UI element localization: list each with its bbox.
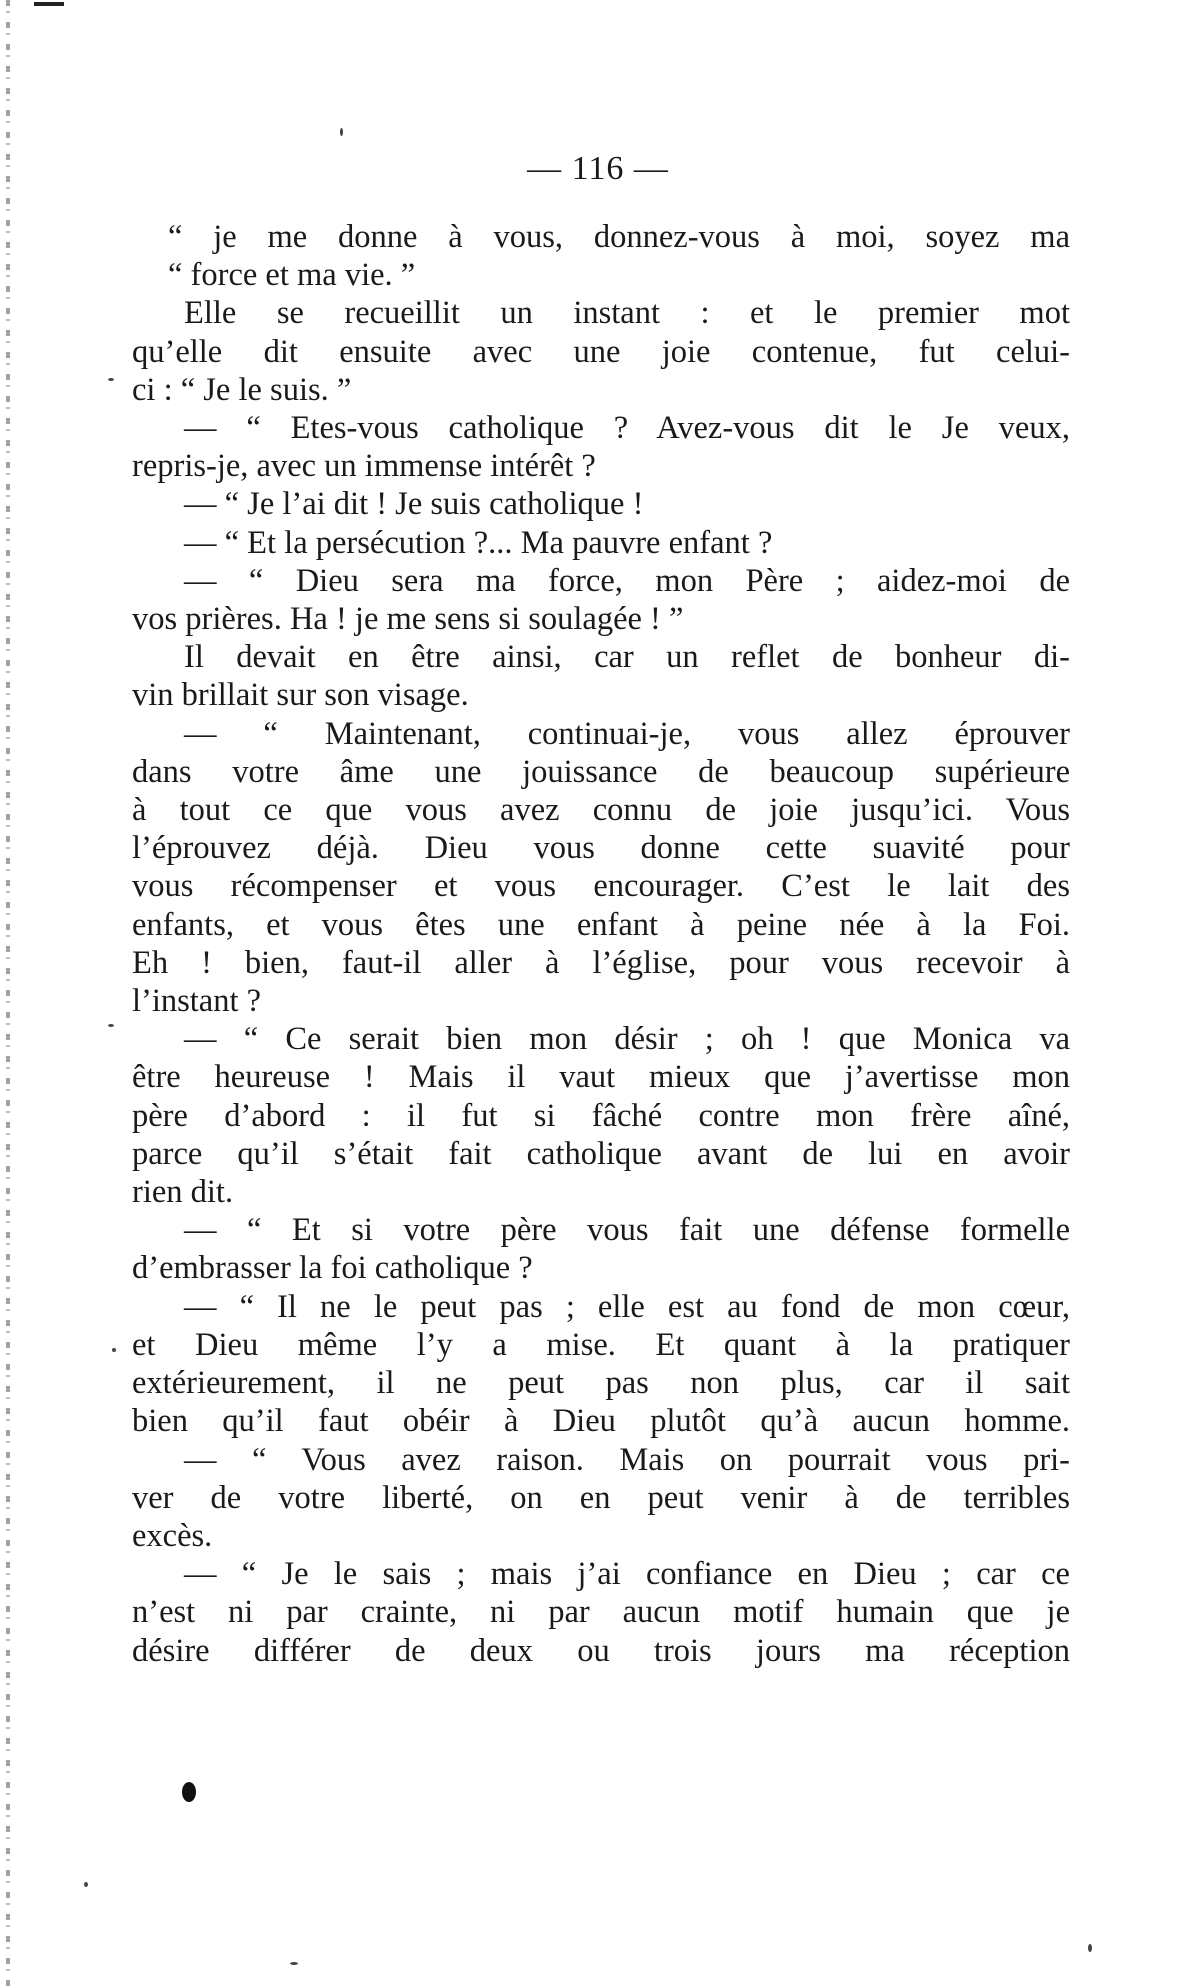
ink-speck xyxy=(84,1882,88,1887)
text-line: extérieurement, il ne peut pas non plus, car il sait xyxy=(132,1365,1070,1402)
ink-speck xyxy=(108,378,114,381)
text-line: excès. xyxy=(132,1517,213,1554)
top-edge-mark xyxy=(34,2,64,6)
text-line: ver de votre liberté, on en peut venir à de terribles xyxy=(132,1479,1070,1516)
ink-speck xyxy=(290,1962,298,1965)
text-line: — “ Maintenant, continuai-je, vous allez éprouver xyxy=(184,715,1070,752)
text-line: désire différer de deux ou trois jours ma réception xyxy=(132,1632,1070,1669)
text-line: à tout ce que vous avez connu de joie jusqu’ici. Vous xyxy=(132,792,1070,829)
ink-speck xyxy=(1088,1944,1092,1952)
text-line: d’embrasser la foi catholique ? xyxy=(132,1250,533,1287)
text-line: l’éprouvez déjà. Dieu vous donne cette suavité pour xyxy=(132,830,1070,867)
text-line: — “ Je l’ai dit ! Je suis catholique ! xyxy=(184,486,644,523)
page-gutter-edge xyxy=(6,0,10,1986)
text-line: l’instant ? xyxy=(132,983,262,1020)
text-line: Eh ! bien, faut-il aller à l’église, pour vous recevoir à xyxy=(132,944,1070,981)
text-line: “ force et ma vie. ” xyxy=(168,257,416,294)
text-line: et Dieu même l’y a mise. Et quant à la pratiquer xyxy=(132,1326,1070,1363)
body-text xyxy=(132,218,1070,1670)
text-line: — “ Vous avez raison. Mais on pourrait vous pri- xyxy=(184,1441,1070,1478)
text-line: Il devait en être ainsi, car un reflet de bonheur di- xyxy=(184,639,1070,676)
ink-blot-mark xyxy=(182,1782,196,1802)
text-line: père d’abord : il fut si fâché contre mon frère aîné, xyxy=(132,1097,1070,1134)
text-line: — “ Je le sais ; mais j’ai confiance en Dieu ; car ce xyxy=(184,1556,1070,1593)
text-line: — “ Ce serait bien mon désir ; oh ! que Monica va xyxy=(184,1021,1070,1058)
ink-speck xyxy=(112,1348,116,1352)
text-line: bien qu’il faut obéir à Dieu plutôt qu’à aucun homme. xyxy=(132,1403,1070,1440)
text-line: rien dit. xyxy=(132,1174,234,1211)
text-line: — “ Et si votre père vous fait une défense formelle xyxy=(184,1212,1070,1249)
text-line: — “ Il ne le peut pas ; elle est au fond de mon cœur, xyxy=(184,1288,1070,1325)
text-line: “ je me donne à vous, donnez-vous à moi, soyez ma xyxy=(168,219,1070,255)
text-line: n’est ni par crainte, ni par aucun motif humain que je xyxy=(132,1594,1070,1631)
text-line: repris-je, avec un immense intérêt ? xyxy=(132,448,596,485)
text-line: être heureuse ! Mais il vaut mieux que j’avertisse mon xyxy=(132,1059,1070,1096)
text-line: vos prières. Ha ! je me sens si soulagée ! ” xyxy=(132,601,684,638)
text-line: — “ Et la persécution ?... Ma pauvre enfant ? xyxy=(184,524,773,561)
text-line: — “ Dieu sera ma force, mon Père ; aidez-moi de xyxy=(184,562,1070,599)
text-line: qu’elle dit ensuite avec une joie contenue, fut celui- xyxy=(132,333,1070,370)
text-line: vous récompenser et vous encourager. C’est le lait des xyxy=(132,868,1070,905)
page-number: — 116 — xyxy=(527,150,669,187)
text-line: enfants, et vous êtes une enfant à peine née à la Foi. xyxy=(132,906,1070,943)
ink-speck xyxy=(108,1024,114,1027)
text-line: — “ Etes-vous catholique ? Avez-vous dit le Je veux, xyxy=(184,410,1070,447)
text-line: Elle se recueillit un instant : et le premier mot xyxy=(184,295,1070,332)
text-line: ci : “ Je le suis. ” xyxy=(132,371,352,408)
text-line: dans votre âme une jouissance de beaucoup supérieure xyxy=(132,753,1070,790)
text-line: parce qu’il s’était fait catholique avant de lui en avoir xyxy=(132,1135,1070,1172)
text-line: vin brillait sur son visage. xyxy=(132,677,469,714)
ink-speck xyxy=(340,128,343,136)
